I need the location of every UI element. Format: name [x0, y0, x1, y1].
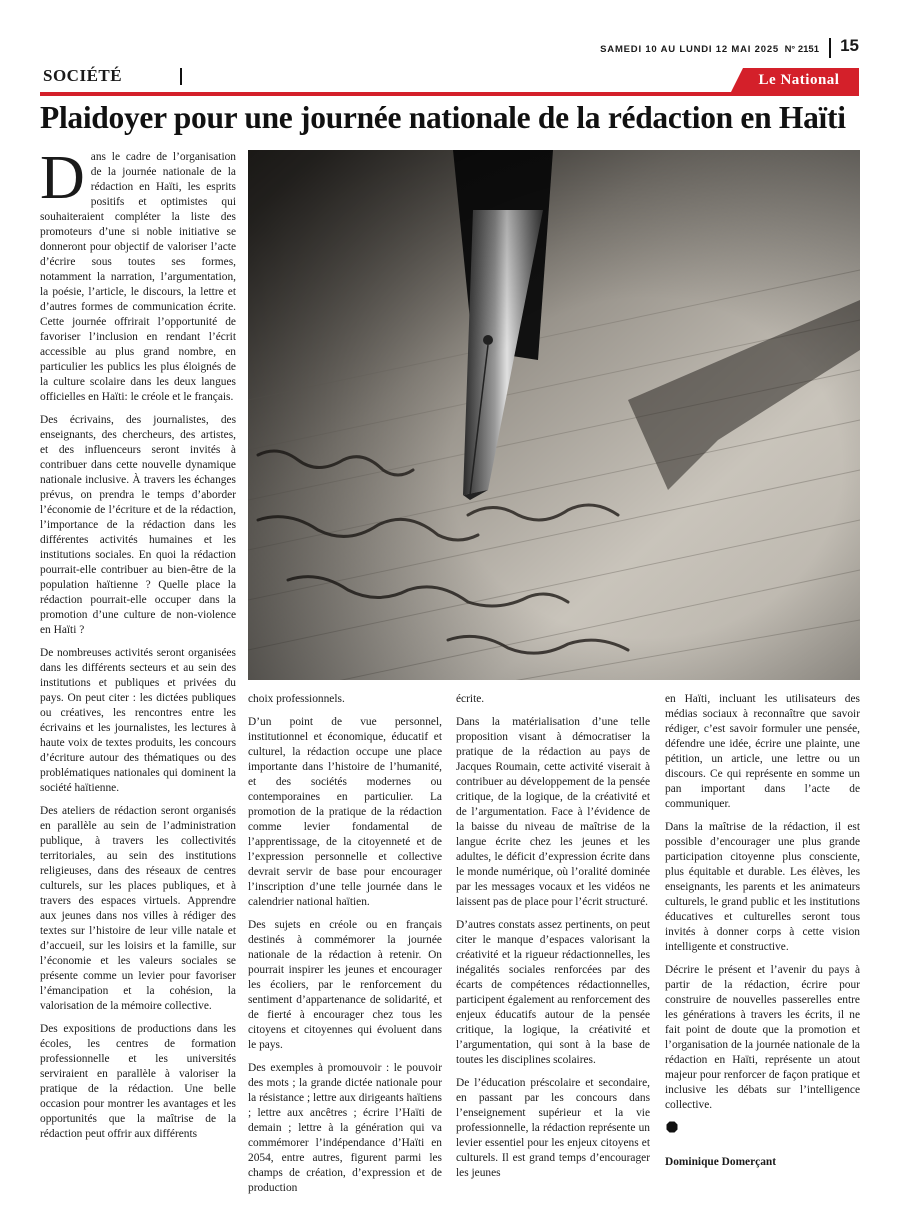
section-label: SOCIÉTÉ: [43, 66, 123, 85]
paragraph: écrite.: [456, 693, 485, 705]
section-divider: [180, 68, 182, 85]
paragraph: De l’éducation préscolaire et secondaire, en passant par les concours dans l’enseignement supérieur et la vie professionnelle, la rédaction représente un levier essentiel pour les enjeux citoyens et culturels. Il est grand temps d’encourager les jeunes: [456, 1077, 650, 1179]
article-column-1: [40, 144, 236, 1150]
article-column-3: [456, 692, 650, 1189]
paragraph: [40, 144, 236, 405]
article-column-4: [665, 692, 860, 1170]
paragraph: Des ateliers de rédaction seront organisés en parallèle au sein de l’administration publique, à travers les collectivités territoriales, au sein des institutions religieuses, dans des réseaux de centres culturels, sur les places publiques, et à travers des espaces virtuels. Apprendre aux jeunes dans nos villes à rédiger des textes sur l’histoire de leur ville natale et d’accueil, sur les loisirs et la famille, sur l’économie et les valeurs sociales se présente comme un levier pour favoriser l’émancipation et la cohésion, la valorisation de la mémoire collective.: [40, 805, 236, 1012]
paragraph: Dans la matérialisation d’une telle proposition visant à démocratiser la pratique de la rédaction au pays de Jacques Roumain, cette activité viserait à contribuer au développement de la pensée critique, de la logique, de la créativité et de l’argumentation. Face à l’évidence de la baisse du niveau de maîtrise de la langue écrite chez les jeunes et les adultes, le déficit d’expression écrite dans le monde numérique, où l’oralité dominée par les messages vocaux et les vidéos ne laissent pas de place pour l’écrit structuré.: [456, 716, 650, 908]
page-number: 15: [840, 36, 859, 55]
drop-cap: D: [40, 144, 85, 212]
header-rule: [40, 92, 859, 96]
article-author: Dominique Domerçant: [665, 1156, 777, 1168]
paragraph: en Haïti, incluant les utilisateurs des médias sociaux à reconnaître que savoir rédiger, c’est savoir formuler une pensée, défendre une idée, écrire une plainte, une pétition, un article, une lettre ou un discours. Ce qui représente en somme un pan important dans l’acte de communiquer.: [665, 693, 860, 810]
paragraph: D’un point de vue personnel, institutionnel et économique, éducatif et culturel, la rédaction occupe une place importante dans l’histoire de l’humanité, et des sociétés modernes ou contemporaines en particulier. La promotion de la pratique de la rédaction comme levier fondamental de l’apprentissage, de la citoyenneté et de l’expression personnelle et collective devrait servir de base pour encourager l’inscription d’une telle journée dans le calendrier national haïtien.: [248, 716, 442, 908]
page-number-divider: [829, 38, 831, 58]
paragraph: Des expositions de productions dans les écoles, les centres de formation professionnelle et les universités serviraient en parallèle à valoriser la pratique de la rédaction. Une belle occasion pour montrer les avantages et les opportunités que la maîtrise de la rédaction peut offrir aux différents: [40, 1023, 236, 1140]
paragraph-text: ans le cadre de l’organisation de la journée nationale de la rédaction en Haïti, les esprits positifs et optimistes qui souhaiteraient compléter la liste des promoteurs d’une si noble initiative se donneront pour objectif de valoriser l’acte d’écrire sous toutes ses formes, notamment la narration, l’argumentation, la poésie, l’article, le discours, la lettre et d’autres formes de communication écrite. Cette journée offrirait l’opportunité de favoriser l’inclusion en rendant l’écrit accessible au plus grand nombre, en particulier les publics les plus éloignés de la culture scolaire dans les deux langues officielles en Haïti: le créole et le français.: [40, 151, 236, 403]
masthead: [40, 38, 859, 98]
paragraph: Des écrivains, des journalistes, des enseignants, des chercheurs, des artistes, et des influenceurs seront invités à contribuer dans cette nouvelle dynamique nationale inclusive. À travers les échanges prévus, on prendra le temps d’aborder l’économie de l’écriture et de la rédaction, l’importance de la rédaction dans les différentes activités humaines et les institutions sociales. En quoi la rédaction pourrait-elle contribuer au bien-être de la population haïtienne ? Quelle place la rédaction pourrait-elle occuper dans la promotion d’une culture de non-violence en Haïti ?: [40, 414, 236, 636]
article-headline: Plaidoyer pour une journée nationale de la rédaction en Haïti: [40, 100, 846, 135]
paragraph: D’autres constats assez pertinents, on peut citer le manque d’espaces valorisant la créativité et la rigueur rédactionnelles, les inégalités sociales renforcées par des écarts de compétences rédactionnelles, participent également au renforcement des enjeux éducatifs autour de la pensée critique, la logique, la créativité et l’argumentation, qui sont à la base de toutes les disciplines scolaires.: [456, 919, 650, 1066]
paragraph: Dans la maîtrise de la rédaction, il est possible d’encourager une plus grande participation citoyenne plus consciente, plus équitable et durable. Les élèves, les enseignants, les parents et les animateurs culturels, le grand public et les institutions éducatives et culturelles seront tous invités à donner corps à cette vision intelligente et constructive.: [665, 821, 860, 953]
paragraph: choix professionnels.: [248, 693, 345, 705]
paragraph: Des sujets en créole ou en français destinés à commémorer la journée nationale de la rédaction à retenir. On pourrait inspirer les jeunes et encourager les écoliers, par le renforcement du sentiment d’appartenance de solidarité, et de fierté à encourager chez tous les citoyens et citoyennes qui évoluent dans le pays.: [248, 919, 442, 1051]
paragraph: Des exemples à promouvoir : le pouvoir des mots ; la grande dictée nationale pour la résistance ; lettre aux dirigeants haïtiens ; lettre aux ancêtres ; écrire l’Haïti de demain ; lettre à la génération qui va commémorer l’indépendance d’Haïti en 2054, entre autres, figurent parmi les champs de création, d’expression et de production: [248, 1062, 442, 1194]
paragraph: Décrire le présent et l’avenir du pays à partir de la rédaction, écrire pour construire de nouvelles passerelles entre les générations à travers les écrits, il ne fait point de doute que la promotion et l’organisation de la journée nationale de la rédaction en Haïti, représente un atout majeur pour renforcer de façon pratique et inclusive les débats sur l’intelligence collective.: [665, 964, 860, 1111]
brand-name: Le National: [758, 72, 840, 88]
article-column-2: [248, 692, 442, 1204]
end-mark-icon: [666, 1121, 678, 1133]
paragraph: De nombreuses activités seront organisées dans les différents secteurs et au sein des institutions et publiques et privées du pays. On peut citer : les dictées publiques ou créatives, les rencontres entre les écrivains et les journalistes, les lectures à haute voix de textes produits, les concours d’écriture autour des thématiques ou des problématiques nationales qui dominent la société haïtienne.: [40, 647, 236, 794]
issue-number: N° 2151: [784, 44, 819, 55]
issue-date: SAMEDI 10 AU LUNDI 12 MAI 2025: [600, 44, 779, 55]
fountain-pen-photo: [248, 150, 860, 680]
